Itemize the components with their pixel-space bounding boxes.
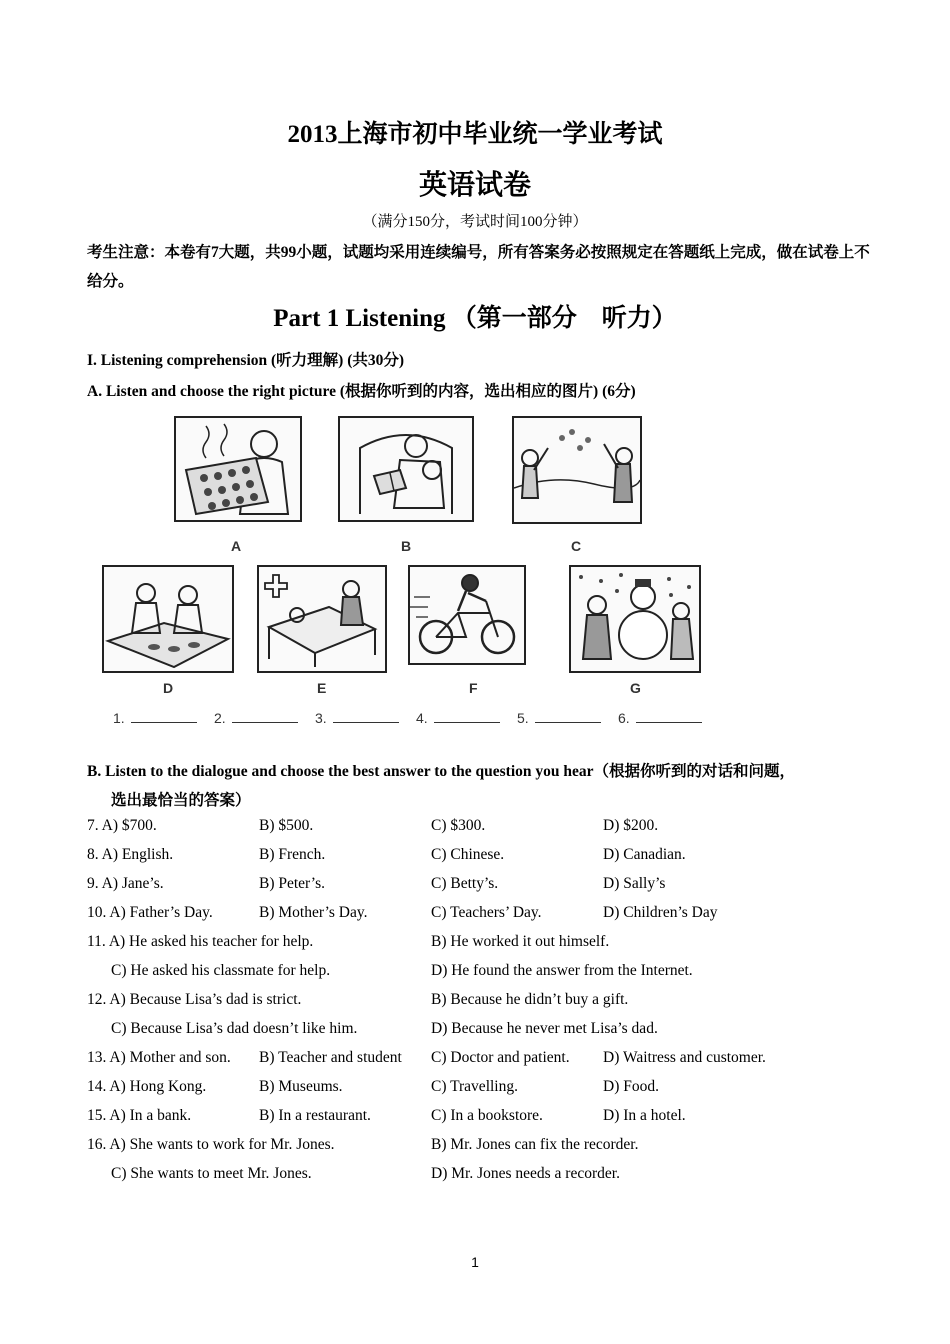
question-7-option[interactable]: D) $200. (603, 817, 659, 834)
question-13-option[interactable]: D) Waitress and customer. (603, 1049, 766, 1066)
question-8-option[interactable]: 8. A) English. (87, 846, 174, 863)
picture-b (338, 416, 474, 522)
question-14-option[interactable]: 14. A) Hong Kong. (87, 1078, 207, 1095)
question-10-option[interactable]: C) Teachers’ Day. (431, 904, 542, 921)
picture-e (257, 565, 387, 673)
paper-title: 英语试卷 (418, 170, 531, 201)
question-11-option[interactable]: C) He asked his classmate for help. (111, 962, 331, 979)
picture-label-e: E (317, 680, 327, 696)
question-15-option[interactable]: C) In a bookstore. (431, 1107, 543, 1124)
question-11-option[interactable]: 11. A) He asked his teacher for help. (87, 933, 314, 950)
answer-blank-4[interactable]: 4. (416, 710, 500, 726)
answer-blank-6[interactable]: 6. (618, 710, 702, 726)
question-13-option[interactable]: C) Doctor and patient. (431, 1049, 570, 1066)
question-14-option[interactable]: C) Travelling. (431, 1078, 518, 1095)
question-11-option[interactable]: D) He found the answer from the Internet. (431, 962, 693, 979)
question-14-option[interactable]: B) Museums. (259, 1078, 343, 1095)
question-8-option[interactable]: C) Chinese. (431, 846, 505, 863)
picture-a (174, 416, 302, 522)
picture-d (102, 565, 234, 673)
reading-illustration (340, 418, 472, 520)
question-13-option[interactable]: 13. A) Mother and son. (87, 1049, 231, 1066)
question-16-option[interactable]: B) Mr. Jones can fix the recorder. (431, 1136, 639, 1153)
picture-f (408, 565, 526, 665)
question-16-option[interactable]: D) Mr. Jones needs a recorder. (431, 1165, 620, 1182)
picture-label-c: C (571, 538, 582, 554)
candidate-notice: 考生注意：本卷有7大题，共99小题，试题均采用连续编号，所有答案务必按照规定在答题纸上完成，做在试卷上不给分。 (87, 244, 870, 290)
question-13-option[interactable]: B) Teacher and student (259, 1049, 402, 1066)
hospital-illustration (259, 567, 385, 671)
exam-title: 2013上海市初中毕业统一学业考试 (287, 121, 663, 148)
section-1-heading: I. Listening comprehension (听力理解) (共30分) (87, 352, 405, 369)
question-16-option[interactable]: 16. A) She wants to work for Mr. Jones. (87, 1136, 335, 1153)
answer-blank-5[interactable]: 5. (517, 710, 601, 726)
question-8-option[interactable]: D) Canadian. (603, 846, 686, 863)
question-10-option[interactable]: B) Mother’s Day. (259, 904, 368, 921)
question-10-option[interactable]: 10. A) Father’s Day. (87, 904, 213, 921)
answer-blank-2[interactable]: 2. (214, 710, 298, 726)
question-8-option[interactable]: B) French. (259, 846, 326, 863)
answer-blank-3[interactable]: 3. (315, 710, 399, 726)
picnic-illustration (104, 567, 232, 671)
question-9-option[interactable]: D) Sally’s (603, 875, 666, 892)
question-16-option[interactable]: C) She wants to meet Mr. Jones. (111, 1165, 312, 1182)
question-11-option[interactable]: B) He worked it out himself. (431, 933, 610, 950)
snowball-illustration (514, 418, 640, 522)
picture-label-d: D (163, 680, 174, 696)
section-b-heading-cont: 选出最恰当的答案） (111, 792, 251, 809)
picture-label-f: F (469, 680, 478, 696)
question-12-option[interactable]: D) Because he never met Lisa’s dad. (431, 1020, 658, 1037)
picture-g (569, 565, 701, 673)
question-12-option[interactable]: C) Because Lisa’s dad doesn’t like him. (111, 1020, 358, 1037)
section-a-heading: A. Listen and choose the right picture (根据你听到的内容，选出相应的图片) (6分) (87, 383, 636, 400)
question-9-option[interactable]: B) Peter’s. (259, 875, 326, 892)
question-7-option[interactable]: C) $300. (431, 817, 486, 834)
bicycle-illustration (410, 567, 524, 663)
question-7-option[interactable]: 7. A) $700. (87, 817, 157, 834)
picture-label-a: A (231, 538, 242, 554)
question-15-option[interactable]: 15. A) In a bank. (87, 1107, 192, 1124)
picture-label-g: G (630, 680, 641, 696)
picture-label-b: B (401, 538, 412, 554)
question-9-option[interactable]: C) Betty’s. (431, 875, 499, 892)
part-1-title: Part 1 Listening （第一部分 听力） (273, 305, 677, 332)
question-14-option[interactable]: D) Food. (603, 1078, 659, 1095)
question-9-option[interactable]: 9. A) Jane’s. (87, 875, 164, 892)
exam-duration-note: （满分150分，考试时间100分钟） (362, 214, 588, 230)
answer-blank-1[interactable]: 1. (113, 710, 197, 726)
question-10-option[interactable]: D) Children’s Day (603, 904, 718, 921)
cookie-tray-illustration (176, 418, 300, 520)
question-12-option[interactable]: 12. A) Because Lisa’s dad is strict. (87, 991, 302, 1008)
section-b-heading: B. Listen to the dialogue and choose the best answer to the question you hear（根据你听到的对话和问题， (87, 763, 796, 780)
picture-c (512, 416, 642, 524)
question-12-option[interactable]: B) Because he didn’t buy a gift. (431, 991, 629, 1008)
snowman-illustration (571, 567, 699, 671)
question-15-option[interactable]: D) In a hotel. (603, 1107, 686, 1124)
question-7-option[interactable]: B) $500. (259, 817, 314, 834)
page-number: 1 (471, 1254, 479, 1270)
question-15-option[interactable]: B) In a restaurant. (259, 1107, 371, 1124)
